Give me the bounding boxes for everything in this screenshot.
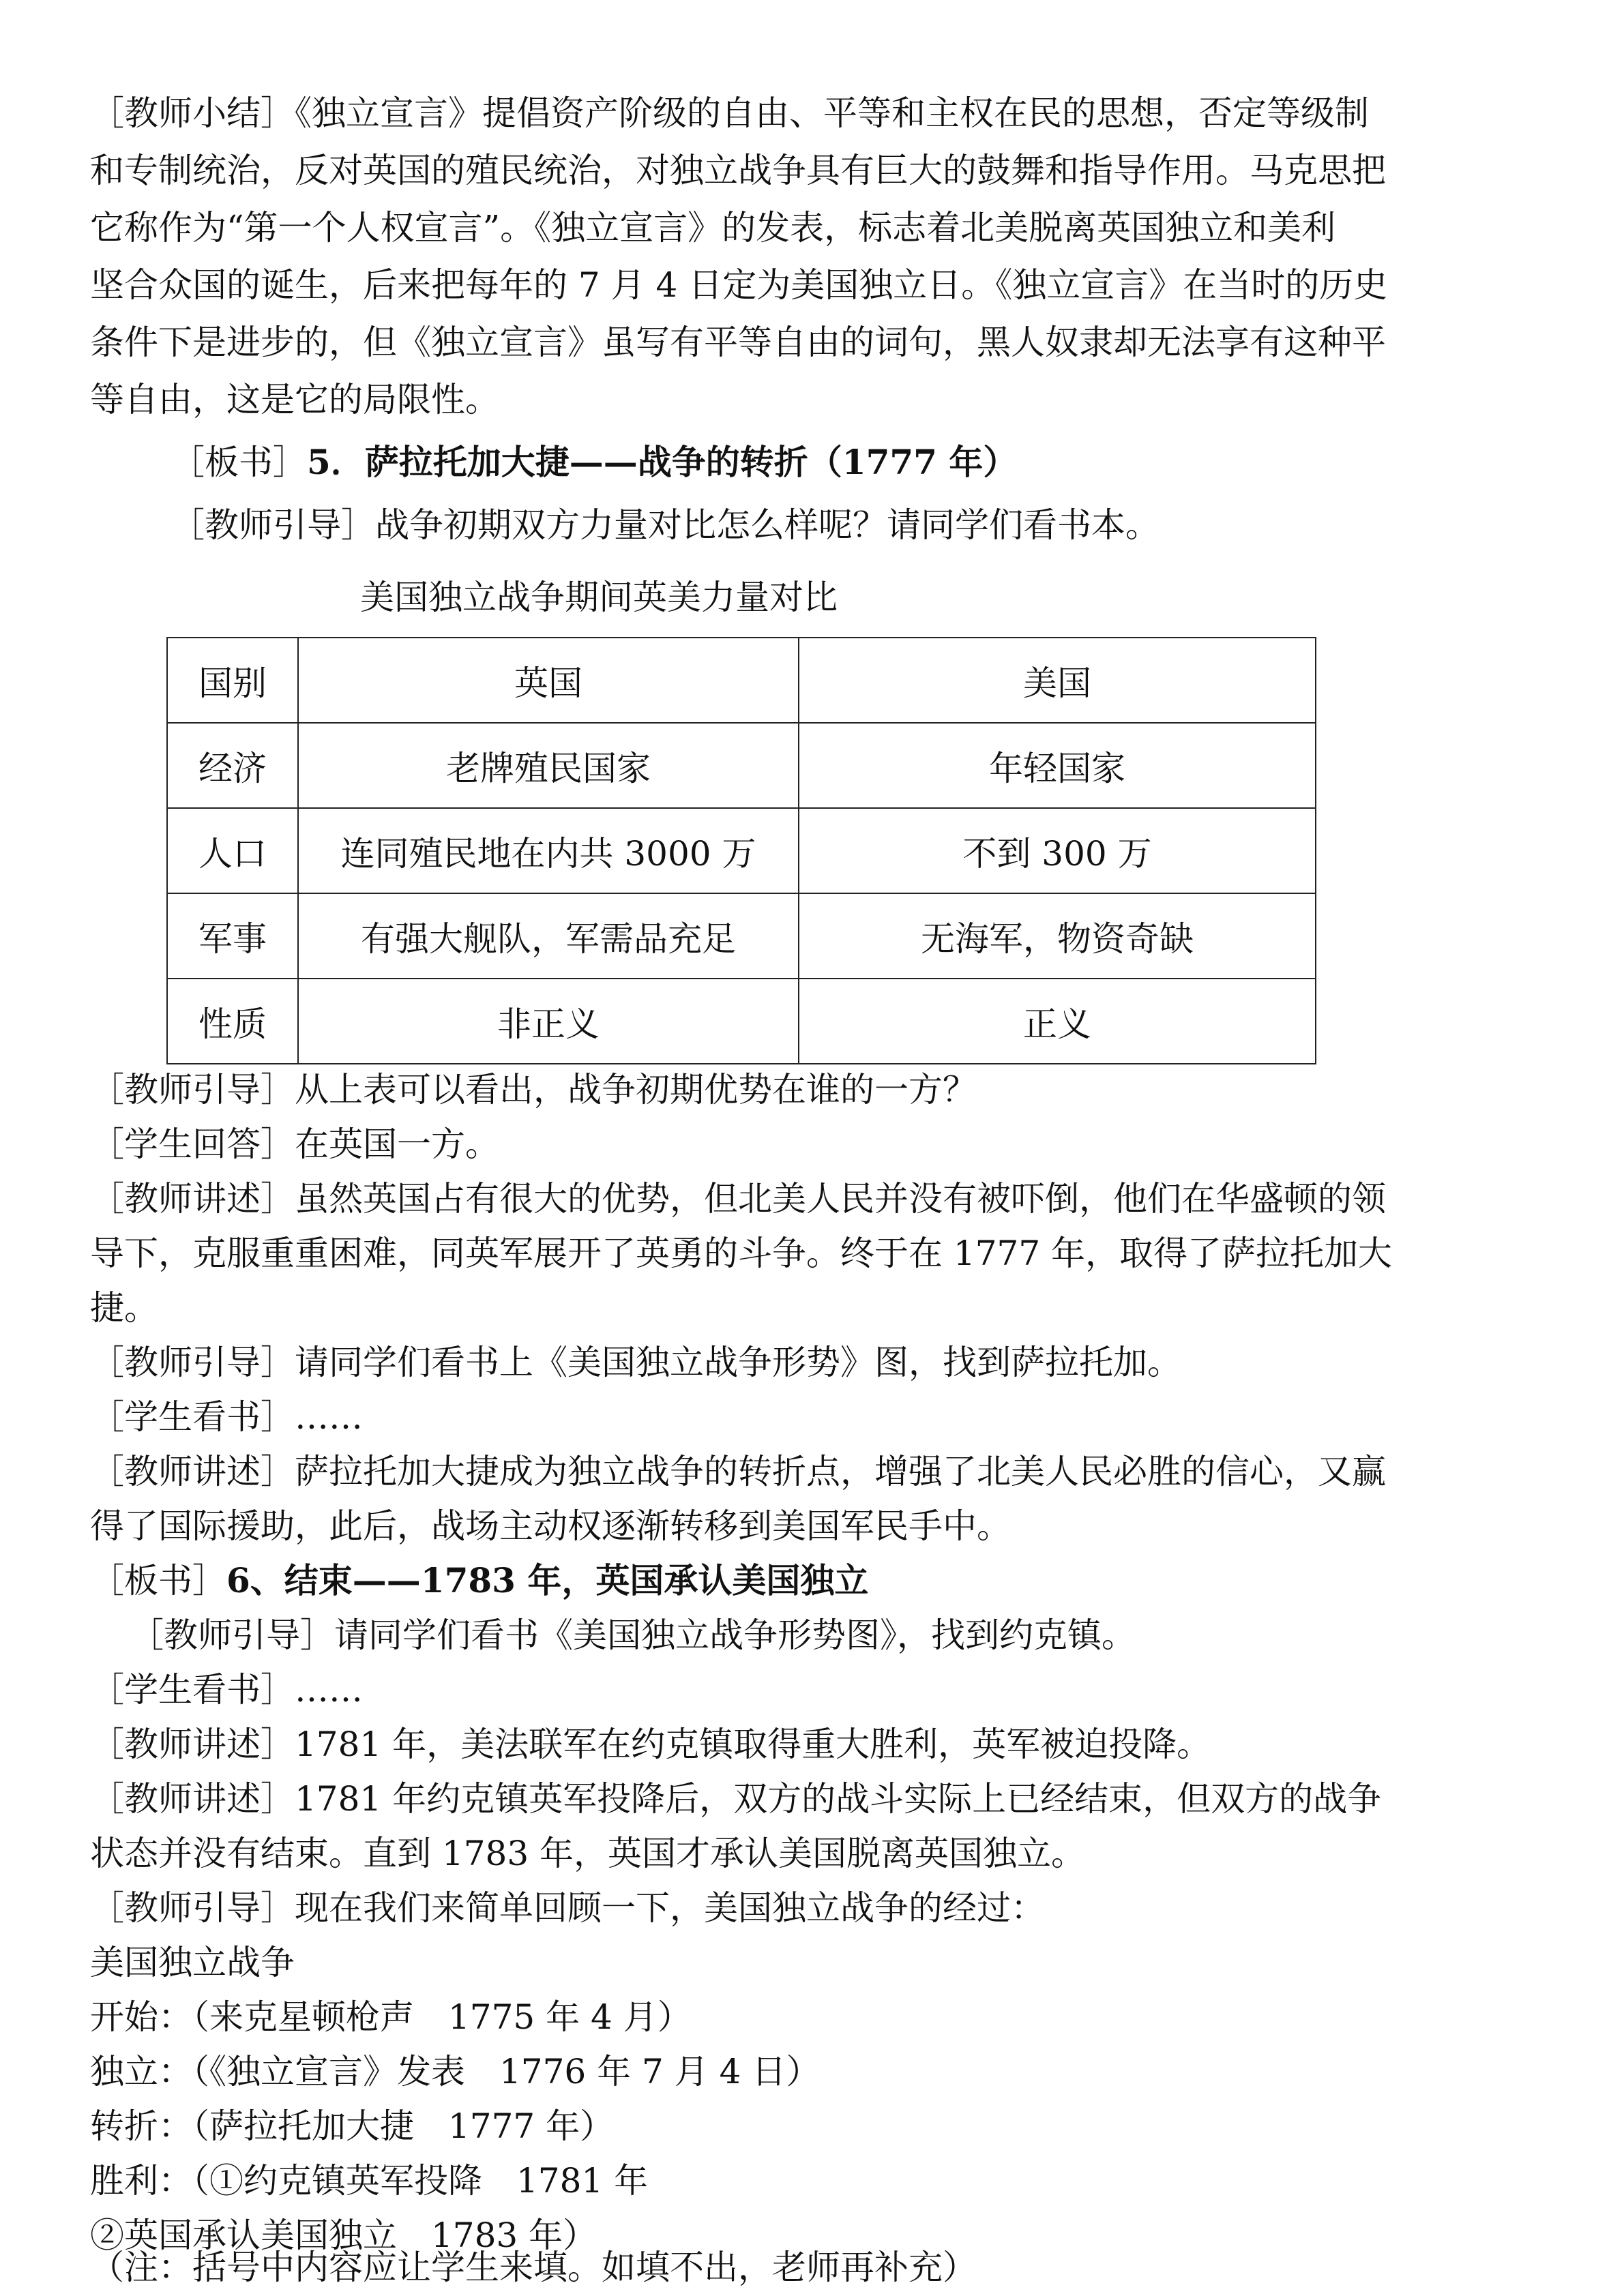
table-cell: 英国 [298, 638, 799, 723]
table-row [167, 638, 1316, 723]
timeline-victory-2: ②英国承认美国独立 1783 年） [90, 2216, 597, 2255]
timeline-start: 开始：（来克星顿枪声 1775 年 4 月） [90, 1997, 692, 2037]
board-heading-5 [171, 436, 1616, 488]
table-row [167, 893, 1316, 979]
paragraph-line: ［教师小结］《独立宣言》提倡资产阶级的自由、平等和主权在民的思想，否定等级制 [90, 93, 1369, 133]
board-title: 6、结束——1783 年，英国承认美国独立 [226, 1560, 869, 1600]
table-cell: 老牌殖民国家 [298, 723, 799, 808]
note: （注：括号中内容应让学生来填。如填不出，老师再补充） [90, 2248, 977, 2287]
teacher-guide: ［教师引导］请同学们看书《美国独立战争形势图》，找到约克镇。 [130, 1615, 1136, 1655]
paragraph-line: 状态并没有结束。直到 1783 年，英国才承认美国脱离英国独立。 [90, 1834, 1086, 1873]
table-cell: 不到 300 万 [799, 808, 1316, 893]
paragraph-line: 坚合众国的诞生，后来把每年的 7 月 4 日定为美国独立日。《独立宣言》在当时的历史 [90, 265, 1388, 305]
board-prefix: ［板书］ [90, 1561, 226, 1600]
board-title: 5．萨拉托加大捷——战争的转折（1777 年） [307, 442, 1018, 482]
table-cell: 经济 [167, 723, 298, 808]
table-cell: 有强大舰队，军需品充足 [298, 893, 799, 979]
table-cell: 国别 [167, 638, 298, 723]
table-cell: 人口 [167, 808, 298, 893]
table-row [167, 979, 1316, 1064]
paragraph-line: 得了国际援助，此后，战场主动权逐渐转移到美国军民手中。 [90, 1506, 1011, 1546]
paragraph-line: 等自由，这是它的局限性。 [90, 380, 499, 419]
table-cell: 非正义 [298, 979, 799, 1064]
table-cell: 正义 [799, 979, 1316, 1064]
table-cell: 无海军，物资奇缺 [799, 893, 1316, 979]
timeline-independence: 独立：（《独立宣言》发表 1776 年 7 月 4 日） [90, 2052, 821, 2091]
table-row [167, 723, 1316, 808]
paragraph-line: ［教师引导］现在我们来简单回顾一下，美国独立战争的经过： [90, 1888, 1045, 1928]
board-prefix: ［板书］ [171, 443, 307, 482]
paragraph-line: 美国独立战争 [90, 1943, 295, 1982]
comparison-table [166, 637, 1316, 1064]
paragraph-line: 导下，克服重重困难，同英军展开了英勇的斗争。终于在 1777 年，取得了萨拉托加大 [90, 1234, 1393, 1273]
timeline-victory: 胜利：（①约克镇英军投降 1781 年 [90, 2161, 649, 2201]
table-cell: 年轻国家 [799, 723, 1316, 808]
paragraph-line: ［教师讲述］1781 年，美法联军在约克镇取得重大胜利，英军被迫投降。 [90, 1725, 1211, 1764]
paragraph-line: ［教师引导］请同学们看书上《美国独立战争形势》图，找到萨拉托加。 [90, 1343, 1181, 1382]
paragraph-line: 捷。 [90, 1288, 158, 1328]
table-cell: 性质 [167, 979, 298, 1064]
teacher-guide: ［教师引导］战争初期双方力量对比怎么样呢？请同学们看书本。 [171, 505, 1160, 545]
board-heading-6 [90, 1555, 1536, 1607]
paragraph-line: 和专制统治，反对英国的殖民统治，对独立战争具有巨大的鼓舞和指导作用。马克思把 [90, 151, 1386, 190]
paragraph-line: ［教师讲述］萨拉托加大捷成为独立战争的转折点，增强了北美人民必胜的信心，又赢 [90, 1452, 1386, 1491]
table-cell: 美国 [799, 638, 1316, 723]
paragraph-line: 条件下是进步的，但《独立宣言》虽写有平等自由的词句，黑人奴隶却无法享有这种平 [90, 323, 1386, 362]
table-cell: 军事 [167, 893, 298, 979]
paragraph-line: ［教师讲述］1781 年约克镇英军投降后，双方的战斗实际上已经结束，但双方的战争 [90, 1779, 1382, 1819]
table-row [167, 808, 1316, 893]
paragraph-line: ［学生看书］…… [90, 1397, 363, 1437]
paragraph-line: ［学生看书］…… [90, 1670, 363, 1710]
paragraph-line: 它称作为“第一个人权宣言”。《独立宣言》的发表，标志着北美脱离英国独立和美利 [90, 208, 1336, 248]
table-caption: 美国独立战争期间英美力量对比 [360, 578, 838, 617]
paragraph-line: ［教师讲述］虽然英国占有很大的优势，但北美人民并没有被吓倒，他们在华盛顿的领 [90, 1179, 1386, 1219]
paragraph-line: ［教师引导］从上表可以看出，战争初期优势在谁的一方？ [90, 1070, 977, 1109]
paragraph-line: ［学生回答］在英国一方。 [90, 1124, 499, 1164]
timeline-turning-point: 转折：（萨拉托加大捷 1777 年） [90, 2106, 615, 2146]
table-cell: 连同殖民地在内共 3000 万 [298, 808, 799, 893]
